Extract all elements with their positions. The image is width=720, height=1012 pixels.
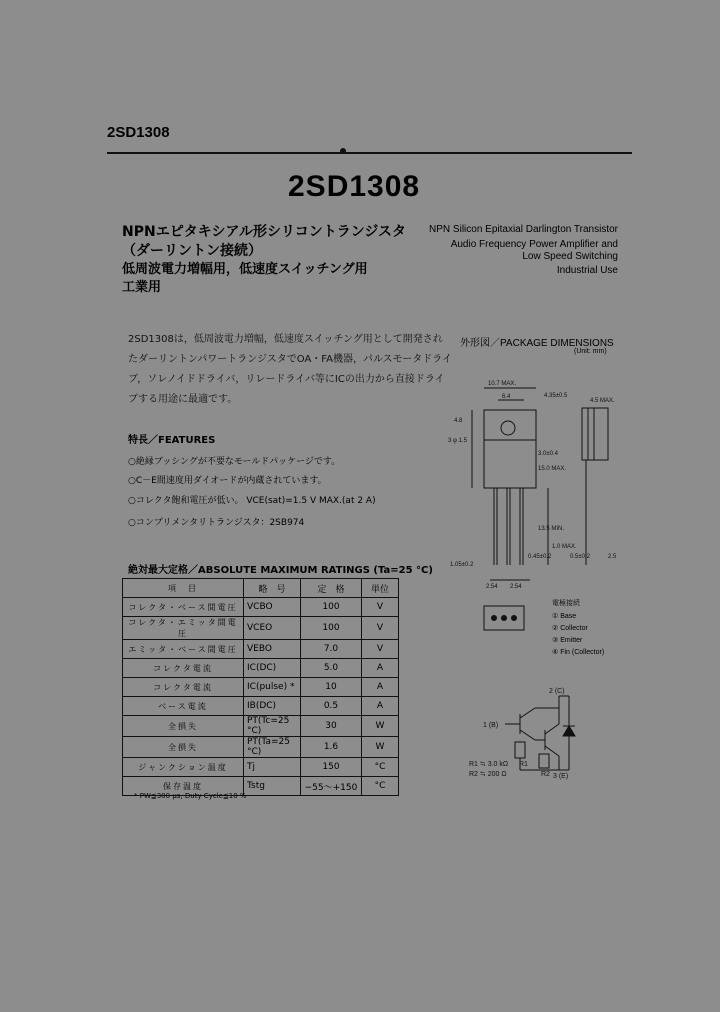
ratings-footnote: * PW≦300 μs, Duty Cycle≦10 %	[134, 792, 247, 800]
description-line: ブ，ソレノイドドライバ，リレードライバ等にICの出力から直接ドライ	[128, 374, 445, 385]
cell-unit: °C	[362, 758, 399, 777]
resistor-r1	[515, 742, 525, 758]
dim-label: 1.05±0.2	[450, 562, 474, 568]
cell-rating: 30	[301, 716, 362, 737]
table-row	[123, 659, 399, 678]
feature-item: ○C－E間速度用ダイオードが内蔵されています。	[128, 476, 327, 486]
package-unit: (Unit: mm)	[574, 348, 607, 355]
description-line: 2SD1308は，低周波電力増幅，低速度スイッチング用として開発され	[128, 334, 443, 345]
dim-label: 0.5±0.2	[570, 554, 590, 560]
circuit-label: R2	[541, 771, 550, 778]
pin-label: ③ Emitter	[552, 637, 583, 644]
dim-label: 13.5 MIN.	[538, 526, 565, 532]
cell-unit: A	[362, 697, 399, 716]
table-row	[123, 737, 399, 758]
ratings-header-row	[123, 579, 399, 598]
package-drawing	[440, 370, 640, 600]
cell-rating: 0.5	[301, 697, 362, 716]
pin-heading: 電極接続	[552, 600, 580, 607]
cell-symbol: PT(Ta=25 °C)	[244, 737, 301, 758]
circuit-label: 3 (E)	[553, 773, 569, 780]
col-header: 項 目	[123, 579, 244, 598]
dim-label: 0.45±0.2	[528, 554, 552, 560]
dim-label: 6.4	[502, 394, 511, 400]
transistor-1-collector	[520, 708, 535, 718]
header-rule	[107, 152, 632, 154]
description-line: ブする用途に最適です。	[128, 394, 238, 405]
pin-2-mark	[501, 615, 507, 621]
circuit-label: 1 (B)	[483, 722, 499, 729]
dim-label: 4.5 MAX.	[590, 398, 615, 404]
col-header: 略 号	[244, 579, 301, 598]
cell-rating: 10	[301, 678, 362, 697]
cell-item: コレクタ・ベース間電圧	[123, 598, 244, 617]
circuit-label: 2 (C)	[549, 688, 565, 695]
description-line: たダーリントンパワートランジスタでOA・FA機器，パルスモータドライ	[128, 354, 452, 365]
jp-title-line3: 低周波電力増幅用，低速度スイッチング用	[122, 262, 368, 277]
pin-label: ④ Fin (Collector)	[552, 649, 605, 656]
cell-symbol: Tstg	[244, 777, 301, 796]
cell-symbol: Tj	[244, 758, 301, 777]
feature-item: ○絶縁ブッシングが不要なモールドパッケージです。	[128, 457, 341, 467]
cell-unit: W	[362, 716, 399, 737]
cell-item: コレクタ電流	[123, 678, 244, 697]
cell-item: ベース電流	[123, 697, 244, 716]
package-side-view	[582, 408, 608, 460]
cell-item: 保存温度	[123, 777, 244, 796]
jp-title-line2: （ダーリントン接続）	[122, 243, 262, 259]
dim-label: 2.54	[486, 584, 498, 590]
feature-item: ○コレクタ飽和電圧が低い。 VCE(sat)=1.5 V MAX.(at 2 A)	[128, 496, 376, 506]
jp-title-line4: 工業用	[122, 280, 162, 295]
cell-rating: 100	[301, 598, 362, 617]
cell-unit: °C	[362, 777, 399, 796]
dim-label: 4.8	[454, 418, 463, 424]
cell-rating: −55～+150	[301, 777, 362, 796]
cell-symbol: VEBO	[244, 640, 301, 659]
cell-item: ジャンクション温度	[123, 758, 244, 777]
table-row	[123, 678, 399, 697]
cell-item: コレクタ電流	[123, 659, 244, 678]
package-heading: 外形図／PACKAGE DIMENSIONS	[460, 338, 614, 349]
page-title: 2SD1308	[288, 170, 421, 203]
table-row	[123, 598, 399, 617]
cell-symbol: VCEO	[244, 617, 301, 640]
en-title-line2: Audio Frequency Power Amplifier and	[450, 239, 618, 250]
header-part-number: 2SD1308	[107, 124, 170, 141]
cell-rating: 7.0	[301, 640, 362, 659]
pin-3-mark	[511, 615, 517, 621]
header-rule-dot	[340, 148, 346, 154]
cell-unit: V	[362, 598, 399, 617]
transistor-1-emitter	[520, 730, 535, 740]
table-row	[123, 716, 399, 737]
circuit-label: R1 ≒ 3.0 kΩ	[469, 761, 509, 768]
transistor-2-collector	[545, 724, 559, 734]
dim-label: 4.35±0.5	[544, 393, 568, 399]
dim-label: 3 φ 1.5	[448, 438, 467, 444]
protection-diode	[563, 726, 575, 736]
jp-title-line1: NPNエピタキシアル形シリコントランジスタ	[122, 224, 406, 240]
dim-label: 2.5	[608, 554, 617, 560]
ratings-table	[122, 578, 399, 796]
circuit-label: R2 ≒ 200 Ω	[469, 771, 507, 778]
pin-1-mark	[491, 615, 497, 621]
en-title-line4: Industrial Use	[556, 265, 618, 276]
cell-unit: W	[362, 737, 399, 758]
cell-item: エミッタ・ベース間電圧	[123, 640, 244, 659]
cell-symbol: VCBO	[244, 598, 301, 617]
cell-rating: 100	[301, 617, 362, 640]
cell-rating: 1.6	[301, 737, 362, 758]
col-header: 単位	[362, 579, 399, 598]
dim-label: 3.0±0.4	[538, 451, 558, 457]
features-heading: 特長／FEATURES	[128, 435, 216, 446]
pin-label: ② Collector	[552, 625, 588, 632]
en-title-line1: NPN Silicon Epitaxial Darlington Transistor	[429, 224, 618, 235]
ratings-heading: 絶対最大定格／ABSOLUTE MAXIMUM RATINGS (Ta=25 °C)	[128, 565, 433, 576]
cell-symbol: IB(DC)	[244, 697, 301, 716]
pin-label: ① Base	[552, 613, 577, 620]
cell-item: 全損失	[123, 737, 244, 758]
cell-item: 全損失	[123, 716, 244, 737]
cell-unit: V	[362, 617, 399, 640]
dim-label: 2.54	[510, 584, 522, 590]
pin-layout-drawing	[480, 600, 530, 636]
equivalent-circuit-diagram	[465, 684, 595, 780]
cell-unit: A	[362, 659, 399, 678]
resistor-r2	[539, 754, 549, 768]
cell-rating: 5.0	[301, 659, 362, 678]
cell-unit: A	[362, 678, 399, 697]
en-title-line3: Low Speed Switching	[522, 251, 618, 262]
table-row	[123, 617, 399, 640]
dim-label: 1.0 MAX.	[552, 544, 577, 550]
table-row	[123, 640, 399, 659]
dim-label: 10.7 MAX.	[488, 381, 517, 387]
mounting-hole	[501, 421, 515, 435]
cell-rating: 150	[301, 758, 362, 777]
dim-label: 15.0 MAX.	[538, 466, 567, 472]
col-header: 定 格	[301, 579, 362, 598]
cell-symbol: PT(Tc=25 °C)	[244, 716, 301, 737]
table-row	[123, 697, 399, 716]
table-row	[123, 758, 399, 777]
circuit-label: R1	[519, 761, 528, 768]
feature-item: ○コンプリメンタリトランジスタ：2SB974	[128, 518, 305, 528]
cell-unit: V	[362, 640, 399, 659]
cell-symbol: IC(pulse) *	[244, 678, 301, 697]
cell-symbol: IC(DC)	[244, 659, 301, 678]
cell-item: コレクタ・エミッタ間電圧	[123, 617, 244, 640]
